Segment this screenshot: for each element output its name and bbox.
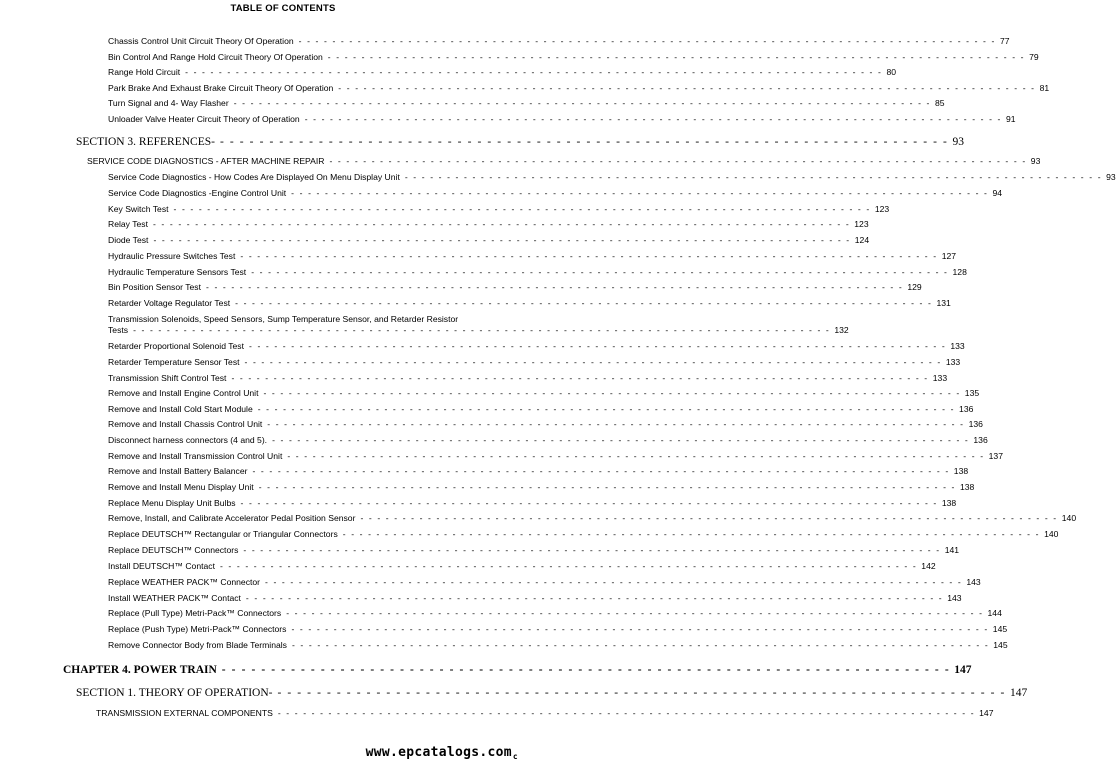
toc-entry-title: Retarder Proportional Solenoid Test xyxy=(108,341,244,351)
dot-leader: - - - - - - - - - - - - - - - - - - - - - - - - - - - - - - - - - - - - - - - - - - - - - - - - - - - - - - - - - - - - - - - - - - - - - - - - - - - - - - - - - - - xyxy=(219,561,918,571)
toc-entry[interactable] xyxy=(108,466,969,476)
toc-entry-title: Replace (Pull Type) Metri-Pack™ Connectors xyxy=(108,608,282,618)
toc-entry[interactable] xyxy=(108,419,983,429)
toc-entry[interactable] xyxy=(108,172,1116,182)
toc-entry-page: 79 xyxy=(1029,52,1039,62)
toc-entry-page: 124 xyxy=(854,235,870,245)
toc-entry-page: 140 xyxy=(1044,529,1059,539)
dot-leader: - - - - - - - - - - - - - - - - - - - - - - - - - - - - - - - - - - - - - - - - - - - - - - - - - - - - - - - - - - - - - - - - - - - - - - - - - - - - - - - - - - - xyxy=(287,451,985,461)
toc-entry-page: 129 xyxy=(907,282,922,292)
toc-entry-title: Remove and Install Battery Balancer xyxy=(108,466,248,476)
toc-entry-page: 138 xyxy=(960,482,975,492)
toc-entry-page: 133 xyxy=(950,341,965,351)
toc-entry-page: 77 xyxy=(999,36,1010,46)
toc-entry[interactable] xyxy=(108,188,1003,198)
toc-entry[interactable] xyxy=(108,357,961,367)
toc-entry-page: 94 xyxy=(992,188,1003,198)
dot-leader: - - - - - - - - - - - - - - - - - - - - - - - - - - - - - - - - - - - - - - - - - - - - - - - - - - - - - - - - - - - - - - - - - - - - - - - - - - - - - - - - - - - xyxy=(258,482,956,492)
toc-entry-page: 132 xyxy=(834,325,849,335)
toc-entry-title: Remove Connector Body from Blade Terminals xyxy=(108,640,287,650)
toc-entry-page: 123 xyxy=(854,219,869,229)
toc-entry-page: 138 xyxy=(941,498,957,508)
dot-leader: - - - - - - - - - - - - - - - - - - - - - - - - - - - - - - - - - - - - - - - - - - - - - - - - - - - - - - - - - - - - - - - - - - - - - - - - - - - - - - - - - - - xyxy=(277,708,976,718)
toc-entry[interactable] xyxy=(108,435,988,445)
toc-entry-title: SERVICE CODE DIAGNOSTICS - AFTER MACHINE REPAIR xyxy=(87,156,325,166)
toc-entry-page: 137 xyxy=(988,451,1003,461)
dot-leader: - - - - - - - - - - - - - - - - - - - - - - - - - - - - - - - - - - - - - - - - - - - - - - - - - - - - - - - - - - - - - - - - - - - - - - - - - - - - - - - - - - - xyxy=(231,373,929,383)
dot-leader: - - - - - - - - - - - - - - - - - - - - - - - - - - - - - - - - - - - - - - - - - - - - - - - - - - - - - - - - - - - - - - - - - - - - - - - - - - - - - - - - - - - xyxy=(342,529,1041,539)
toc-entry[interactable] xyxy=(108,561,936,571)
toc-entry-title: Key Switch Test xyxy=(108,204,169,214)
dot-leader: - - - - - - - - - - - - - - - - - - - - - - - - - - - - - - - - - - - - - - - - - - - - - - - - - - - - - - - - - - - - - - - - - - - - - - - - - - - - - - - - - - - xyxy=(327,52,1026,62)
toc-entry[interactable] xyxy=(108,204,890,214)
toc-entry[interactable] xyxy=(108,83,1050,93)
dot-leader: - - - - - - - - - - - - - - - - - - - - - - - - - - - - - - - - - - - - - - - - - - - - - - - - - - - - - - - - - - - - - - - - - - - - - - - - - - - - - - - - - - - xyxy=(257,404,956,414)
toc-entry-page: 127 xyxy=(941,251,957,261)
toc-entry-page: 123 xyxy=(874,204,890,214)
dot-leader: - - - - - - - - - - - - - - - - - - - - - - - - - - - - - - - - - - - - - - - - - - - - - - - - - - - - - - - - - - - - - - - - - - - - - - - - - - - - - - - - - - - xyxy=(286,608,984,618)
toc-entry-page: 136 xyxy=(959,404,974,414)
dot-leader: - - - - - - - - - - - - - - - - - - - - - - - - - - - - - - - - - - - - - - - - - - - - - - - - - - - - - - - - - - - - - - - - - - - - - - - - - - - - - - - - - - - xyxy=(263,388,961,398)
dot-leader: - - - - - - - - - - - - - - - - - - - - - - - - - - - - - - - - - - - - - - - - - - - - - - - - - - - - - - - - - - - - - - - - - - - - - - - - - - - - - - - - - - - xyxy=(245,593,944,603)
toc-entry-page: 135 xyxy=(964,388,980,398)
toc-entry-page: 145 xyxy=(992,624,1008,634)
toc-entry-title: Transmission Shift Control Test xyxy=(108,373,227,383)
toc-entry-title: Remove and Install Engine Control Unit xyxy=(108,388,259,398)
toc-entry[interactable] xyxy=(108,608,1002,618)
toc-entry-page: 93 xyxy=(1030,156,1041,166)
toc-section[interactable] xyxy=(76,687,1028,699)
watermark-suffix: c xyxy=(512,752,518,761)
toc-chapter[interactable] xyxy=(63,664,972,676)
dot-leader: - - - - - - - - - - - - - - - - - - - - - - - - - - - - - - - - - - - - - - - - - - - - - - - - - - - - - - - - - - - - - - - - - - - - - - - - - - - - - - - - - - - xyxy=(251,267,949,277)
dot-leader: - - - - - - - - - - - - - - - - - - - - - - - - - - - - - - - - - - - - - - - - - - - - - - - - - - - - - - - - - - - - - - - - - - - - - - - - - - - - - - - - - - - xyxy=(240,251,938,261)
toc-entry[interactable] xyxy=(108,545,960,555)
toc-entry-title: Replace (Push Type) Metri-Pack™ Connectors xyxy=(108,624,287,634)
dot-leader: - - - - - - - - - - - - - - - - - - - - - - - - - - - - - - - - - - - - - - - - - - - - - - - - - - - - - - - - - - - - - - - - - - - - - - - - - - - - - - - - - - - xyxy=(272,435,970,445)
toc-entry-page: 136 xyxy=(968,419,983,429)
toc-entry-title: Retarder Voltage Regulator Test xyxy=(108,298,231,308)
toc-entry[interactable] xyxy=(108,235,870,245)
toc-entry[interactable] xyxy=(108,404,974,414)
dot-leader: - - - - - - - - - - - - - - - - - - - - - - - - - - - - - - - - - - - - - - - - - - - - - - - - - - - - - - - - - - - - - - - - - - - - - - - - - - - - - - - - - - - xyxy=(304,114,1003,124)
toc-entry-title: CHAPTER 4. POWER TRAIN xyxy=(63,664,217,676)
toc-entry-page: 145 xyxy=(993,640,1008,650)
dot-leader: - - - - - - - - - - - - - - - - - - - - - - - - - - - - - - - - - - - - - - - - - - - - - - - - - - - - - - - - - - - - - - - - - - - - - - - - - - - - - - - - - - - xyxy=(291,188,989,198)
toc-entry-title: Replace DEUTSCH™ Connectors xyxy=(108,545,239,555)
toc-entry-title: Hydraulic Pressure Switches Test xyxy=(108,251,236,261)
toc-section[interactable] xyxy=(76,136,964,148)
toc-entry[interactable] xyxy=(108,341,965,351)
toc-entry-page: 133 xyxy=(945,357,961,367)
toc-entry-page: 91 xyxy=(1006,114,1016,124)
toc-entry[interactable] xyxy=(108,114,1016,124)
toc-entry-page: 147 xyxy=(954,664,972,676)
toc-entry[interactable] xyxy=(108,36,1010,46)
toc-entry[interactable] xyxy=(108,624,1008,634)
toc-entry[interactable] xyxy=(108,482,975,492)
toc-entry[interactable] xyxy=(108,219,869,229)
toc-entry-title-continued: Tests xyxy=(108,325,129,335)
toc-entry-page: 143 xyxy=(947,593,962,603)
dot-leader: - - - - - - - - - - - - - - - - - - - - - - - - - - - - - - - - - - - - - - - - - - - - - - - - - - - - - - - - - - - - - - - - - - - - - - - - - - - - - - - - - - - xyxy=(267,419,965,429)
toc-entry-title: Remove and Install Transmission Control Unit xyxy=(108,451,283,461)
toc-entry[interactable] xyxy=(108,98,945,108)
toc-entry[interactable] xyxy=(108,529,1059,539)
toc-entry-page: 141 xyxy=(944,545,960,555)
toc-entry-title: Replace Menu Display Unit Bulbs xyxy=(108,498,236,508)
dot-leader: - - - - - - - - - - - - - - - - - - - - - - - - - - - - - - - - - - - - - - - - - - - - - - - - - - - - - - - - - - - - - - - - - - - - - - - - - - - - - - - - - - - xyxy=(298,36,996,46)
toc-entry-title: Install DEUTSCH™ Contact xyxy=(108,561,215,571)
toc-entry-page: 93 xyxy=(952,136,964,148)
toc-entry[interactable] xyxy=(108,498,957,508)
dot-leader: - - - - - - - - - - - - - - - - - - - - - - - - - - - - - - - - - - - - - - - - - - - - - - - - - - - - - - - - - - - - - - - - - - - - - - - - - - - - - - - - - - - xyxy=(235,298,933,308)
toc-entry-title: Relay Test xyxy=(108,219,148,229)
toc-entry-title: Turn Signal and 4- Way Flasher xyxy=(108,98,229,108)
toc-entry-page: 85 xyxy=(935,98,945,108)
toc-entry-title: Remove and Install Chassis Control Unit xyxy=(108,419,263,429)
dot-leader: - - - - - - - - - - - - - - - - - - - - - - - - - - - - - - - - - - - - - - - - - - - - - - - - - - - - - - - - - - - - - - - - - - - - - - - - - - xyxy=(221,664,951,676)
dot-leader: - - - - - - - - - - - - - - - - - - - - - - - - - - - - - - - - - - - - - - - - - - - - - - - - - - - - - - - - - - - - - - - - - - - - - - - - - - - - - - - - - - - xyxy=(133,325,831,335)
toc-entry[interactable] xyxy=(96,708,994,718)
toc-entry[interactable] xyxy=(108,267,967,277)
toc-entry-title: Range Hold Circuit xyxy=(108,67,181,77)
toc-entry-page: 80 xyxy=(886,67,896,77)
dot-leader: - - - - - - - - - - - - - - - - - - - - - - - - - - - - - - - - - - - - - - - - - - - - - - - - - - - - - - - - - - - - - - - - - - - - - - - - - - xyxy=(219,136,949,148)
toc-entry-title: TRANSMISSION EXTERNAL COMPONENTS xyxy=(96,708,273,718)
toc-entry-page: 147 xyxy=(1009,687,1028,699)
toc-entry-title: Disconnect harness connectors (4 and 5). xyxy=(108,435,268,445)
dot-leader: - - - - - - - - - - - - - - - - - - - - - - - - - - - - - - - - - - - - - - - - - - - - - - - - - - - - - - - - - - - - - - - - - - - - - - - - - - - - - - - - - - - xyxy=(338,83,1036,93)
toc-entry-title: Remove and Install Menu Display Unit xyxy=(108,482,254,492)
toc-entry-page: 140 xyxy=(1061,513,1077,523)
dot-leader: - - - - - - - - - - - - - - - - - - - - - - - - - - - - - - - - - - - - - - - - - - - - - - - - - - - - - - - - - - - - - - - - - - - - - - - - - - - - - - - - - - - xyxy=(206,282,904,292)
dot-leader: - - - - - - - - - - - - - - - - - - - - - - - - - - - - - - - - - - - - - - - - - - - - - - - - - - - - - - - - - - - - - - - - - - - - - - - - - - - - - - - - - - - xyxy=(291,640,990,650)
dot-leader: - - - - - - - - - - - - - - - - - - - - - - - - - - - - - - - - - - - - - - - - - - - - - - - - - - - - - - - - - - - - - - - - - - - - - - - - - - - - - - - - - - - xyxy=(244,357,942,367)
dot-leader: - - - - - - - - - - - - - - - - - - - - - - - - - - - - - - - - - - - - - - - - - - - - - - - - - - - - - - - - - - - - - - - - - - - - - - - - - - - - - - - - - - - xyxy=(152,219,851,229)
dot-leader: - - - - - - - - - - - - - - - - - - - - - - - - - - - - - - - - - - - - - - - - - - - - - - - - - - - - - - - - - - - - - - - - - - - - - - - - - - - - - - - - - - - xyxy=(233,98,931,108)
dot-leader: - - - - - - - - - - - - - - - - - - - - - - - - - - - - - - - - - - - - - - - - - - - - - - - - - - - - - - - - - - - - - - - - - - - - - - - - - - - - - - - - - - - xyxy=(291,624,989,634)
toc-entry-page: 144 xyxy=(987,608,1002,618)
dot-leader: - - - - - - - - - - - - - - - - - - - - - - - - - - - - - - - - - - - - - - - - - - - - - - - - - - - - - - - - - - - - - - - - - - - - - - - - - - - - - - - - - - - xyxy=(153,235,851,245)
toc-entry-title: Replace DEUTSCH™ Rectangular or Triangular Connectors xyxy=(108,529,338,539)
toc-entry-page: 147 xyxy=(979,708,994,718)
toc-entry-title: Service Code Diagnostics - How Codes Are Displayed On Menu Display Unit xyxy=(108,172,400,182)
toc-entry[interactable] xyxy=(108,282,922,292)
toc-entry[interactable] xyxy=(87,156,1041,166)
toc-entry-title: Install WEATHER PACK™ Contact xyxy=(108,593,241,603)
toc-entry-page: 131 xyxy=(936,298,951,308)
toc-entry-page: 128 xyxy=(952,267,967,277)
watermark-text: www.epcatalogs.com xyxy=(365,745,512,760)
toc-entry-title: Bin Position Sensor Test xyxy=(108,282,201,292)
toc-entry[interactable] xyxy=(108,314,849,336)
toc-entry-title: Remove and Install Cold Start Module xyxy=(108,404,253,414)
toc-entry-title: Hydraulic Temperature Sensors Test xyxy=(108,267,247,277)
dot-leader: - - - - - - - - - - - - - - - - - - - - - - - - - - - - - - - - - - - - - - - - - - - - - - - - - - - - - - - - - - - - - - - - - - - - - - - - - - - - - - - - - - - xyxy=(404,172,1103,182)
toc-entry[interactable] xyxy=(108,640,1008,650)
watermark xyxy=(366,745,518,761)
toc-entry-title: Replace WEATHER PACK™ Connector xyxy=(108,577,261,587)
toc-entry-title: Diode Test xyxy=(108,235,149,245)
dot-leader: - - - - - - - - - - - - - - - - - - - - - - - - - - - - - - - - - - - - - - - - - - - - - - - - - - - - - - - - - - - - - - - - - - - - - - - - - - - - - - - - - - - xyxy=(240,498,938,508)
toc-entry-page: 136 xyxy=(973,435,988,445)
toc-entry-title: SECTION 1. THEORY OF OPERATION- xyxy=(76,687,273,699)
toc-entry-title: Chassis Control Unit Circuit Theory Of Operation xyxy=(108,36,294,46)
dot-leader: - - - - - - - - - - - - - - - - - - - - - - - - - - - - - - - - - - - - - - - - - - - - - - - - - - - - - - - - - - - - - - - - - - - - - - - - - - - - - - - - - - - xyxy=(329,156,1027,166)
toc-entry-title: Retarder Temperature Sensor Test xyxy=(108,357,240,367)
toc-entry-page: 81 xyxy=(1039,83,1050,93)
toc-entry-title: Park Brake And Exhaust Brake Circuit Theory Of Operation xyxy=(108,83,334,93)
toc-entry-page: 143 xyxy=(966,577,981,587)
toc-entry[interactable] xyxy=(108,513,1077,523)
dot-leader: - - - - - - - - - - - - - - - - - - - - - - - - - - - - - - - - - - - - - - - - - - - - - - - - - - - - - - - - - - - - - - - - - - - - - - - - - - - - - - - - - - - xyxy=(249,341,947,351)
dot-leader: - - - - - - - - - - - - - - - - - - - - - - - - - - - - - - - - - - - - - - - - - - - - - - - - - - - - - - - - - - - - - - - - - - - - - - - - - - - - - - - - - - - xyxy=(185,67,883,77)
dot-leader: - - - - - - - - - - - - - - - - - - - - - - - - - - - - - - - - - - - - - - - - - - - - - - - - - - - - - - - - - - - - - - - - - - - - - - - - - - - - - - - - - - - xyxy=(360,513,1058,523)
toc-entry[interactable] xyxy=(108,52,1039,62)
toc-entry-title: Service Code Diagnostics -Engine Control Unit xyxy=(108,188,287,198)
toc-entry[interactable] xyxy=(108,451,1003,461)
toc-entry-page: 93 xyxy=(1106,172,1116,182)
dot-leader: - - - - - - - - - - - - - - - - - - - - - - - - - - - - - - - - - - - - - - - - - - - - - - - - - - - - - - - - - - - - - - - - - - - - - - - - - - xyxy=(277,687,1006,699)
toc-entry-title: Unloader Valve Heater Circuit Theory of Operation xyxy=(108,114,300,124)
toc-entry[interactable] xyxy=(108,298,951,308)
dot-leader: - - - - - - - - - - - - - - - - - - - - - - - - - - - - - - - - - - - - - - - - - - - - - - - - - - - - - - - - - - - - - - - - - - - - - - - - - - - - - - - - - - - xyxy=(265,577,963,587)
toc-entry[interactable] xyxy=(108,593,962,603)
toc-entry-title: Bin Control And Range Hold Circuit Theory Of Operation xyxy=(108,52,323,62)
toc-entry[interactable] xyxy=(108,388,980,398)
toc-entry-page: 138 xyxy=(953,466,969,476)
toc-entry-page: 142 xyxy=(921,561,936,571)
dot-leader: - - - - - - - - - - - - - - - - - - - - - - - - - - - - - - - - - - - - - - - - - - - - - - - - - - - - - - - - - - - - - - - - - - - - - - - - - - - - - - - - - - - xyxy=(173,204,871,214)
toc-entry[interactable] xyxy=(108,67,896,77)
toc-entry-title: Remove, Install, and Calibrate Accelerator Pedal Position Sensor xyxy=(108,513,356,523)
toc-entry-page: 133 xyxy=(932,373,948,383)
page-header: TABLE OF CONTENTS xyxy=(230,3,336,14)
toc-entry-title: SECTION 3. REFERENCES- xyxy=(76,136,215,148)
toc-entry[interactable] xyxy=(108,251,957,261)
toc-entry-title: Transmission Solenoids, Speed Sensors, Sump Temperature Sensor, and Retarder Resistor xyxy=(108,314,459,324)
dot-leader: - - - - - - - - - - - - - - - - - - - - - - - - - - - - - - - - - - - - - - - - - - - - - - - - - - - - - - - - - - - - - - - - - - - - - - - - - - - - - - - - - - - xyxy=(252,466,950,476)
toc-entry[interactable] xyxy=(108,577,981,587)
toc-entry[interactable] xyxy=(108,373,948,383)
dot-leader: - - - - - - - - - - - - - - - - - - - - - - - - - - - - - - - - - - - - - - - - - - - - - - - - - - - - - - - - - - - - - - - - - - - - - - - - - - - - - - - - - - - xyxy=(243,545,941,555)
